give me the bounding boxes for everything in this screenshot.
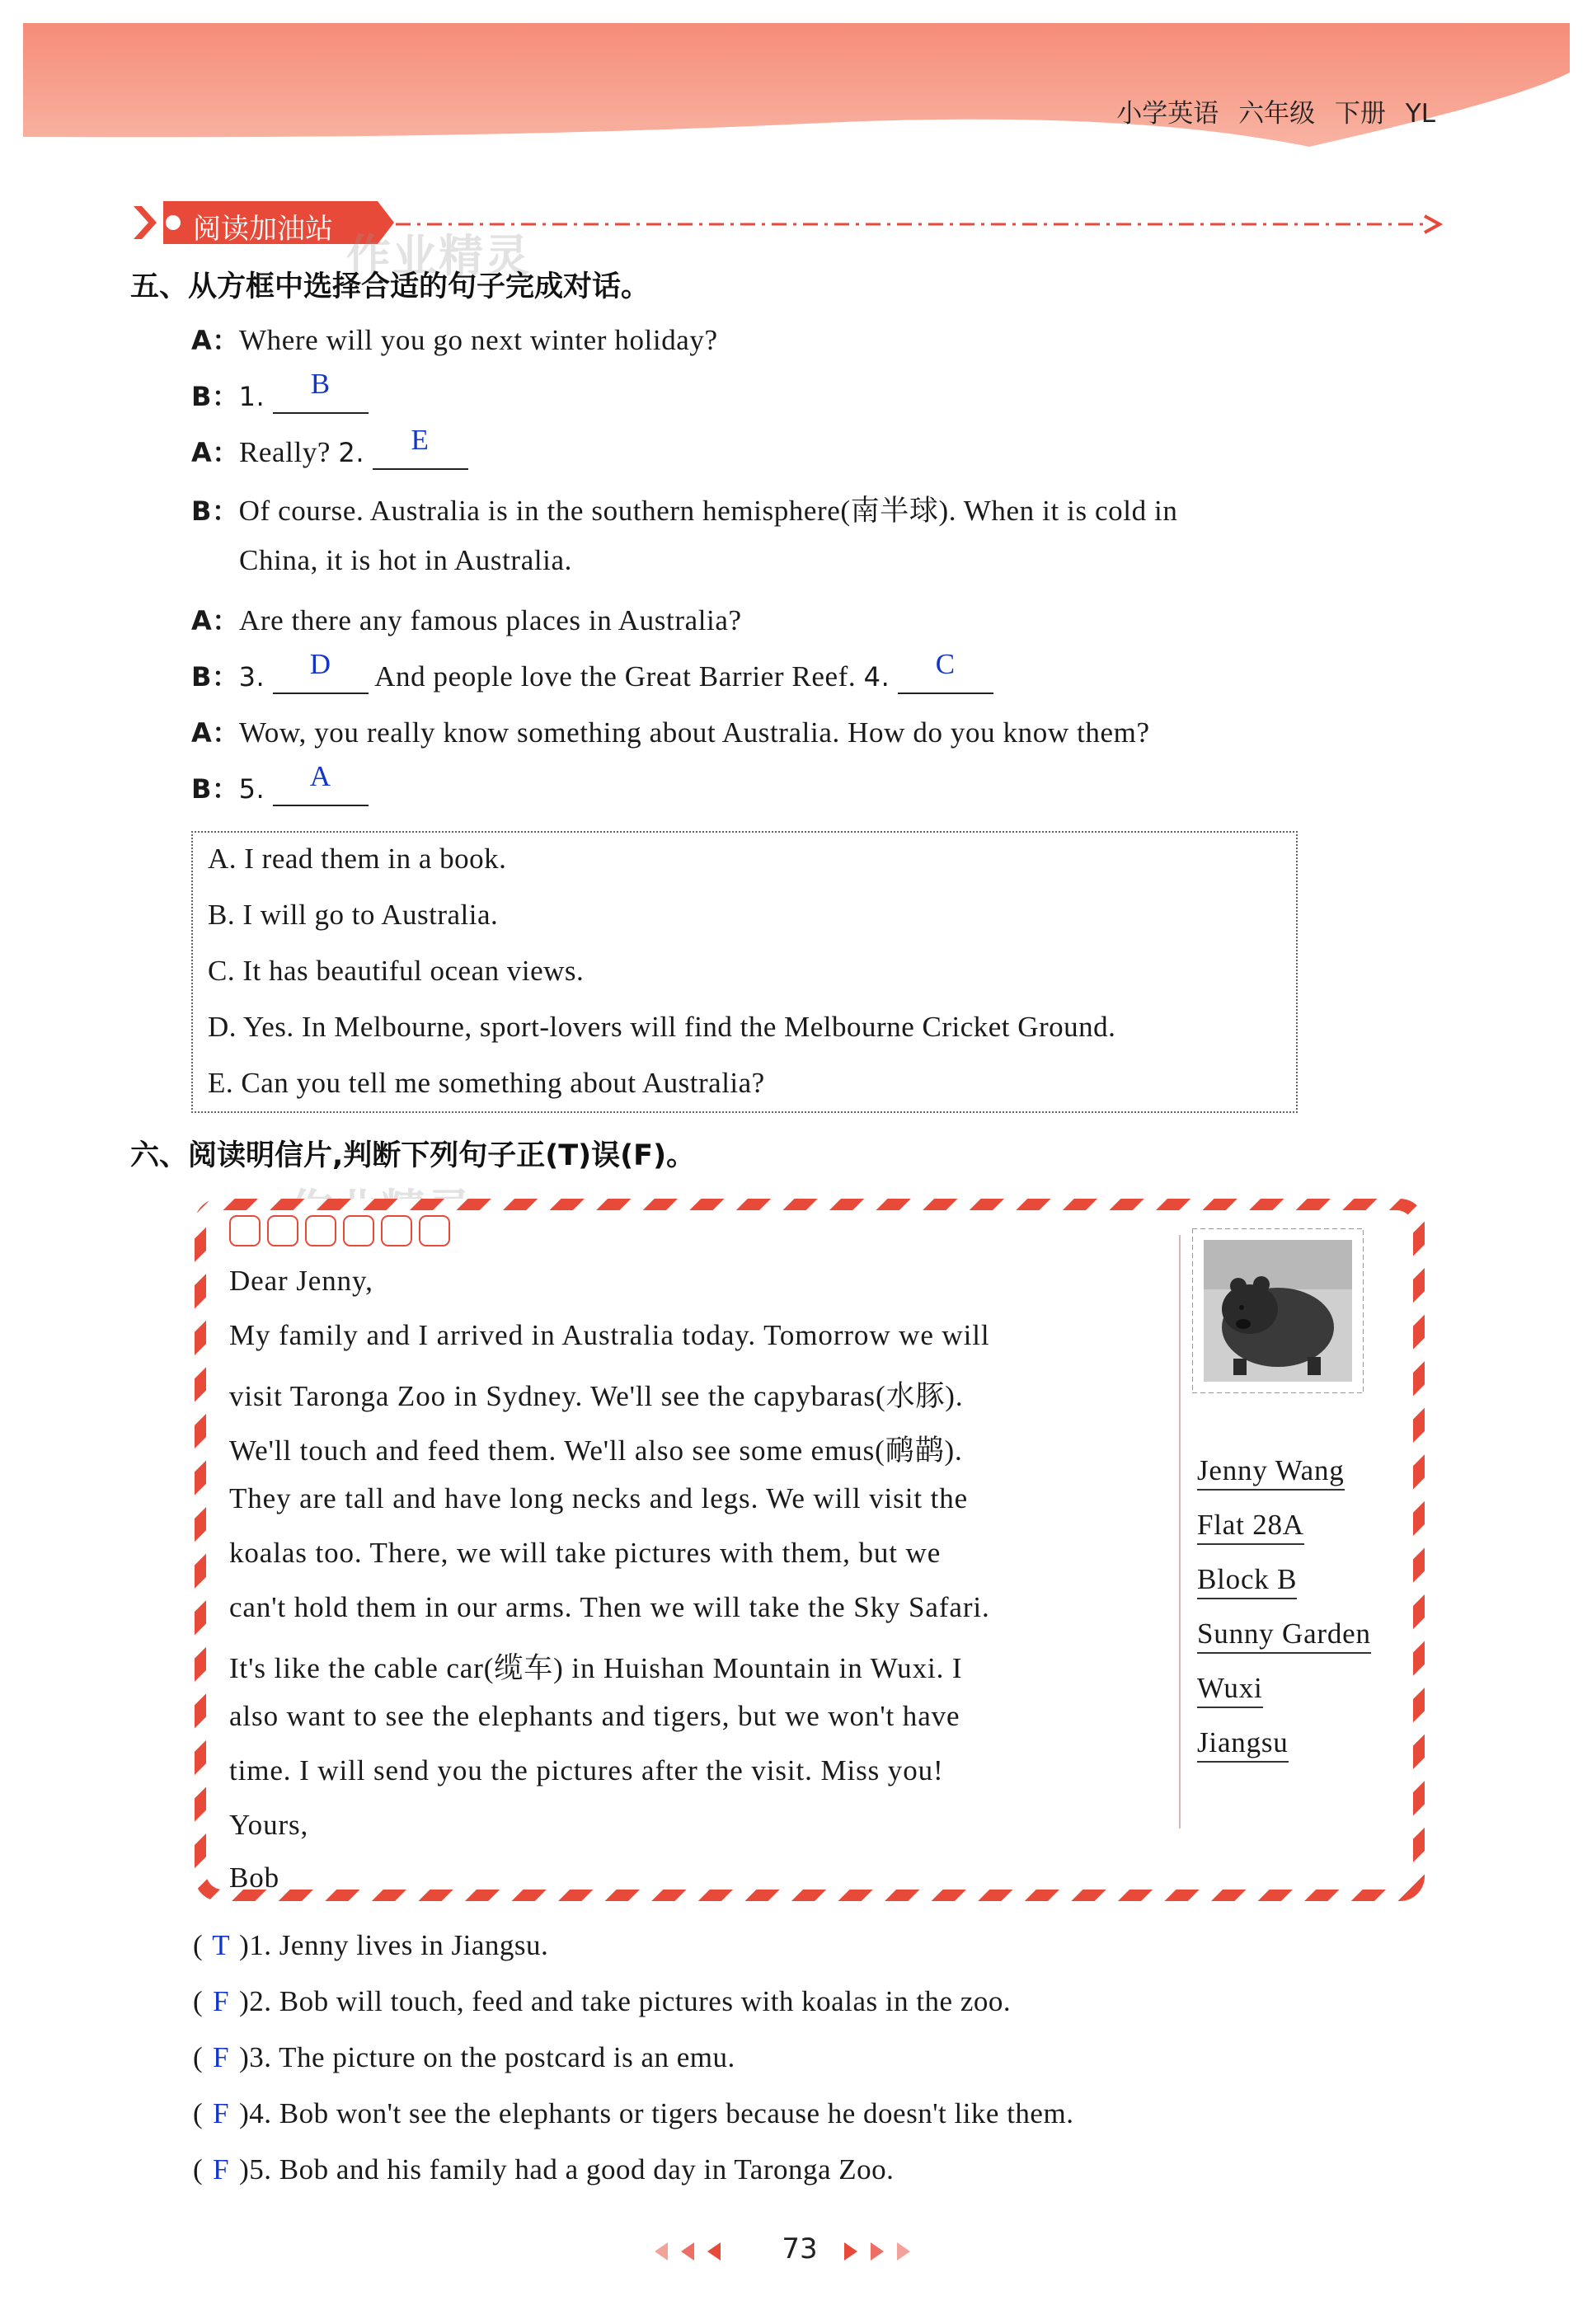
address-line-3: Block B	[1197, 1563, 1297, 1599]
dialogue-line-7: B：3. D And people love the Great Barrier Reef. 4. C	[191, 656, 993, 694]
judgement-5: ( F )5. Bob and his family had a good day in Taronga Zoo.	[193, 2153, 895, 2185]
postcard-line-1: Dear Jenny,	[229, 1265, 373, 1297]
postcode-box[interactable]	[381, 1215, 412, 1247]
postcard-line-10: time. I will send you the pictures after the visit. Miss you!	[229, 1754, 944, 1786]
answer-blank-4[interactable]: C	[898, 660, 993, 694]
postcode-box[interactable]	[305, 1215, 336, 1247]
dialogue-line-6: A：Are there any famous places in Australia?	[191, 604, 742, 636]
wombat-stamp-icon	[1192, 1228, 1364, 1393]
postcard-line-4: We'll touch and feed them. We'll also see some emus(鸸鹋).	[229, 1434, 963, 1467]
judgement-answer[interactable]: T	[212, 1929, 231, 1961]
postcard-line-2: My family and I arrived in Australia today. Tomorrow we will	[229, 1319, 990, 1351]
postcard-line-6: koalas too. There, we will take pictures with them, but we	[229, 1537, 942, 1569]
judgement-1: ( T )1. Jenny lives in Jiangsu.	[193, 1929, 549, 1961]
section-dash-line	[396, 213, 1443, 236]
postcode-box[interactable]	[419, 1215, 450, 1247]
judgement-answer[interactable]: F	[213, 2041, 230, 2073]
address-line-2: Flat 28A	[1197, 1509, 1304, 1545]
address-line-5: Wuxi	[1197, 1672, 1263, 1708]
address-line-6: Jiangsu	[1197, 1726, 1289, 1763]
judgement-answer[interactable]: F	[213, 2097, 230, 2129]
option-c: C. It has beautiful ocean views.	[208, 955, 585, 987]
judgement-3: ( F )3. The picture on the postcard is an emu.	[193, 2041, 735, 2073]
page-number: 73	[782, 2232, 818, 2265]
badge-label: 阅读加油站	[193, 213, 333, 246]
postcode-boxes	[229, 1215, 457, 1251]
postcard-line-5: They are tall and have long necks and legs. We will visit the	[229, 1482, 969, 1514]
postcard-divider	[1179, 1235, 1181, 1829]
options-box	[191, 831, 1298, 1113]
judgement-answer[interactable]: F	[213, 2153, 230, 2185]
next-arrows-icon	[841, 2241, 932, 2262]
postcode-box[interactable]	[343, 1215, 374, 1247]
page-footer	[651, 2226, 948, 2275]
judgement-answer[interactable]: F	[213, 1985, 230, 2017]
watermark: 作业精灵	[346, 230, 531, 282]
answer-blank-2[interactable]: E	[373, 435, 468, 470]
option-d: D. Yes. In Melbourne, sport-lovers will find the Melbourne Cricket Ground.	[208, 1011, 1116, 1043]
dialogue-line-3: A：Really? 2. E	[191, 432, 468, 470]
prev-arrows-icon	[651, 2241, 742, 2262]
answer-blank-3[interactable]: D	[273, 660, 369, 694]
postcode-box[interactable]	[267, 1215, 298, 1247]
section5-title: 五、从方框中选择合适的句子完成对话。	[130, 270, 650, 303]
dialogue-line-8: A：Wow, you really know something about Australia. How do you know them?	[191, 716, 1150, 749]
address-line-4: Sunny Garden	[1197, 1617, 1371, 1654]
dialogue-line-5: China, it is hot in Australia.	[239, 544, 572, 576]
judgement-4: ( F )4. Bob won't see the elephants or tigers because he doesn't like them.	[193, 2097, 1074, 2129]
dialogue-line-1: A：Where will you go next winter holiday?	[191, 324, 718, 356]
option-e: E. Can you tell me something about Australia?	[208, 1067, 765, 1099]
section6-title: 六、阅读明信片,判断下列句子正(T)误(F)。	[130, 1139, 696, 1172]
dialogue-line-4: B：Of course. Australia is in the southern hemisphere(南半球). When it is cold in	[191, 495, 1178, 527]
postcard-line-8: It's like the cable car(缆车) in Huishan Mountain in Wuxi. I	[229, 1652, 963, 1684]
answer-blank-5[interactable]: A	[273, 772, 369, 806]
postcard-line-9: also want to see the elephants and tigers, but we won't have	[229, 1700, 960, 1732]
option-a: A. I read them in a book.	[208, 843, 507, 875]
answer-blank-1[interactable]: B	[273, 379, 369, 414]
postcard	[191, 1195, 1428, 1904]
dialogue-line-2: B：1. B	[191, 376, 369, 414]
postcard-line-7: can't hold them in our arms. Then we will take the Sky Safari.	[229, 1591, 990, 1623]
header-book-info: 小学英语 六年级 下册 YL	[1116, 99, 1435, 129]
postcode-box[interactable]	[229, 1215, 261, 1247]
postcard-signature: Bob	[229, 1862, 280, 1894]
postcard-closing: Yours,	[229, 1809, 309, 1841]
address-line-1: Jenny Wang	[1197, 1454, 1345, 1491]
judgement-2: ( F )2. Bob will touch, feed and take pictures with koalas in the zoo.	[193, 1985, 1012, 2017]
option-b: B. I will go to Australia.	[208, 899, 499, 931]
postcard-line-3: visit Taronga Zoo in Sydney. We'll see the capybaras(水豚).	[229, 1380, 964, 1412]
dialogue-line-9: B：5. A	[191, 768, 369, 806]
